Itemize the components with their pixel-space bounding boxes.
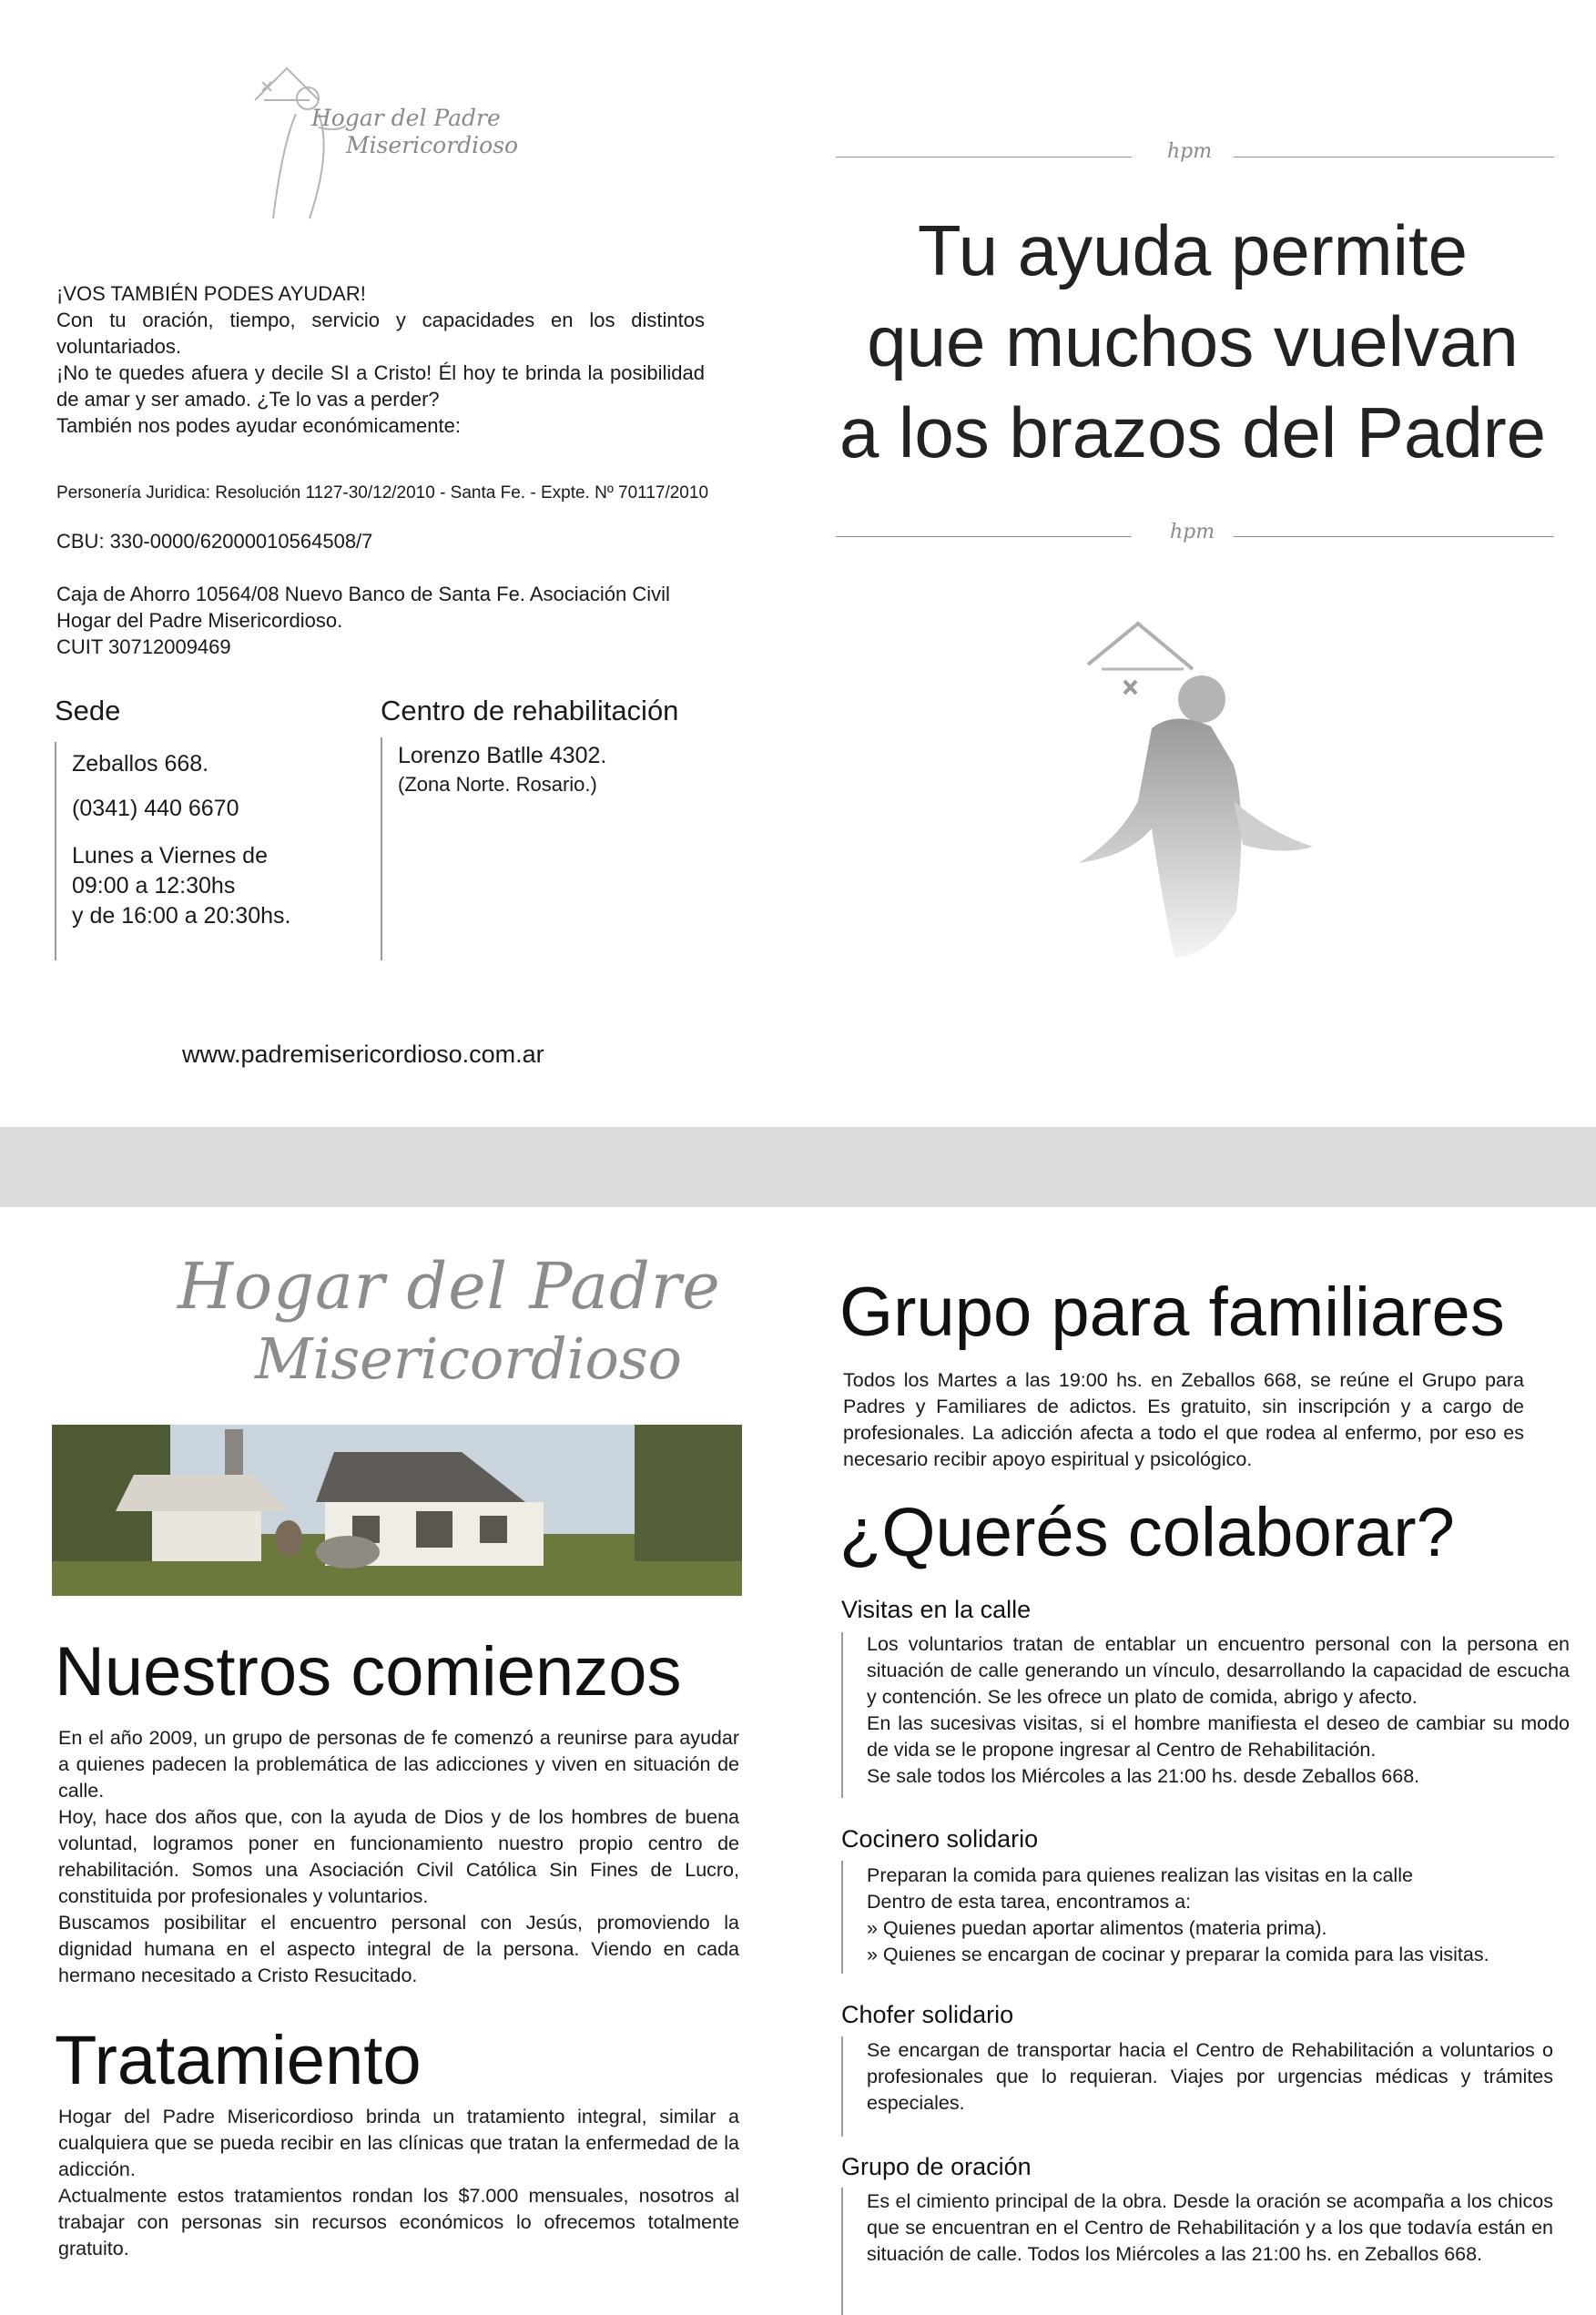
cuit-line: CUIT 30712009469 [56, 635, 231, 658]
intro-heading: ¡VOS TAMBIÉN PODES AYUDAR! [56, 282, 366, 305]
grupo-body: Todos los Martes a las 19:00 hs. en Zeballos 668, se reúne el Grupo para Padres y Familiares de adictos. Es gratuito, sin inscripción y a cargo de profesionales. La adicción afecta a todo el que rodea al enfermo, por eso es necesario recibir apoyo espiritual y psicológico. [843, 1369, 1524, 1470]
bank-account-block [56, 581, 748, 660]
centro-divider [381, 737, 382, 960]
logo-title-line-1: Hogar del Padre [178, 1249, 721, 1324]
centro-zone: (Zona Norte. Rosario.) [398, 773, 597, 796]
paragraph: Buscamos posibilitar el encuentro personal con Jesús, promoviendo la dignidad humana en el aspecto integral de la persona. Viendo en cada hermano necesitado a Cristo Resucitado. [58, 1912, 739, 1986]
subsection-heading-chofer: Chofer solidario [841, 2001, 1014, 2028]
subsection-divider [841, 1632, 843, 1798]
oracion-body: Es el cimiento principal de la obra. Desde la oración se acompaña a los chicos que se encuentran en el Centro de Rehabilitación y a los que todavía están en situación de calle. Todos los Miércoles a las 21:00 hs. en Zeballos 668. [867, 2190, 1553, 2265]
website-link[interactable]: www.padremisericordioso.com.ar [182, 1041, 544, 1068]
front-headline [819, 205, 1566, 478]
paragraph: Preparan la comida para quienes realizan las visitas en la calle [867, 1864, 1413, 1886]
section-title-comienzos: Nuestros comienzos [55, 1633, 682, 1711]
logo-line-2: Misericordioso [346, 132, 519, 158]
subsection-divider [841, 2188, 843, 2315]
section-title-tratamiento: Tratamiento [55, 2022, 422, 2099]
sede-divider [55, 742, 56, 960]
subsection-divider [841, 1861, 843, 1974]
list-item: » Quienes se encargan de cocinar y preparar la comida para las visitas. [867, 1944, 1489, 1965]
hpm-monogram-bottom: hpm [1170, 521, 1215, 543]
centro-heading: Centro de rehabilitación [381, 695, 679, 726]
subsection-heading-oracion: Grupo de oración [841, 2153, 1032, 2180]
bank-account-line: Hogar del Padre Misericordioso. [56, 609, 343, 632]
tratamiento-body [58, 2104, 739, 2262]
logo-line-1: Hogar del Padre [311, 105, 501, 131]
intro-line: ¡No te quedes afuera y decile SI a Cristo! Él hoy te brinda la posibilidad de amar y ser amado. ¿Te lo vas a perder? [56, 361, 705, 411]
paragraph: En las sucesivas visitas, si el hombre manifiesta el deseo de cambiar su modo de vida se le propone ingresar al Centro de Rehabilitación. [867, 1712, 1570, 1761]
cocinero-body [867, 1863, 1570, 1968]
paragraph: En el año 2009, un grupo de personas de fe comenzó a reunirse para ayudar a quienes padecen la problemática de las adicciones y viven en situación de calle. [58, 1727, 739, 1802]
paragraph: Actualmente estos tratamientos rondan los $7.000 mensuales, nosotros al trabajar con personas sin recursos económicos lo ofrecemos totalmente gratuito. [58, 2185, 739, 2259]
sede-heading: Sede [55, 695, 121, 726]
paragraph: Dentro de esta tarea, encontramos a: [867, 1891, 1192, 1913]
section-title-colaborar: ¿Querés colaborar? [839, 1494, 1455, 1571]
subsection-divider [841, 2036, 843, 2137]
hpm-monogram-top: hpm [1167, 140, 1213, 163]
intro-line: También nos podes ayudar económicamente: [56, 414, 461, 437]
logo-title-line-2: Misericordioso [255, 1325, 682, 1392]
bank-cbu: CBU: 330-0000/62000010564508/7 [56, 530, 373, 553]
visitas-body [867, 1631, 1570, 1790]
sede-hours [72, 841, 290, 931]
sede-hours-line: y de 16:00 a 20:30hs. [72, 903, 291, 929]
sede-address: Zeballos 668. [72, 751, 209, 777]
bank-account-line: Caja de Ahorro 10564/08 Nuevo Banco de Santa Fe. Asociación Civil [56, 583, 670, 605]
section-title-grupo: Grupo para familiares [839, 1274, 1505, 1351]
legal-registration: Personería Juridica: Resolución 1127-30/12/2010 - Santa Fe. - Expte. Nº 70117/2010 [56, 483, 709, 503]
chofer-body: Se encargan de transportar hacia el Centro de Rehabilitación a voluntarios o profesionales que lo requieran. Viajes por urgencias médicas y trámites especiales. [867, 2039, 1553, 2114]
headline-line: a los brazos del Padre [839, 392, 1547, 472]
house-photo [52, 1425, 742, 1596]
intro-line: Con tu oración, tiempo, servicio y capacidades en los distintos voluntariados. [56, 309, 705, 358]
list-item: » Quienes puedan aportar alimentos (materia prima). [867, 1917, 1327, 1939]
paragraph: Hogar del Padre Misericordioso brinda un tratamiento integral, similar a cualquiera que se pueda recibir en las clínicas que tratan la enfermedad de la adicción. [58, 2106, 739, 2180]
subsection-heading-cocinero: Cocinero solidario [841, 1825, 1039, 1853]
divider-line [836, 536, 1132, 537]
divider-line [1234, 536, 1554, 537]
sede-hours-line: Lunes a Viernes de [72, 843, 268, 868]
centro-address: Lorenzo Batlle 4302. [398, 743, 607, 768]
father-figure-illustration [1074, 619, 1329, 965]
paragraph: Los voluntarios tratan de entablar un encuentro personal con la persona en situación de calle generando un vínculo, desarrollando la capacidad de escucha y contención. Se les ofrece un plato de comida, abrigo y afecto. [867, 1633, 1570, 1708]
intro-block [56, 280, 705, 439]
comienzos-body [58, 1725, 739, 1989]
organization-logo [246, 64, 537, 237]
sede-phone: (0341) 440 6670 [72, 796, 239, 821]
headline-line: Tu ayuda permite [917, 210, 1469, 290]
headline-line: que muchos vuelvan [867, 301, 1519, 381]
sede-hours-line: 09:00 a 12:30hs [72, 873, 236, 899]
page-separator-band [0, 1127, 1596, 1207]
subsection-heading-visitas: Visitas en la calle [841, 1596, 1032, 1623]
paragraph: Hoy, hace dos años que, con la ayuda de Dios y de los hombres de buena voluntad, logramos poner en funcionamiento nuestro propio centro de rehabilitación. Somos una Asociación Civil Católica Sin Fines de Lucro, constituida por profesionales y voluntarios. [58, 1806, 739, 1907]
paragraph: Se sale todos los Miércoles a las 21:00 hs. desde Zeballos 668. [867, 1765, 1420, 1787]
